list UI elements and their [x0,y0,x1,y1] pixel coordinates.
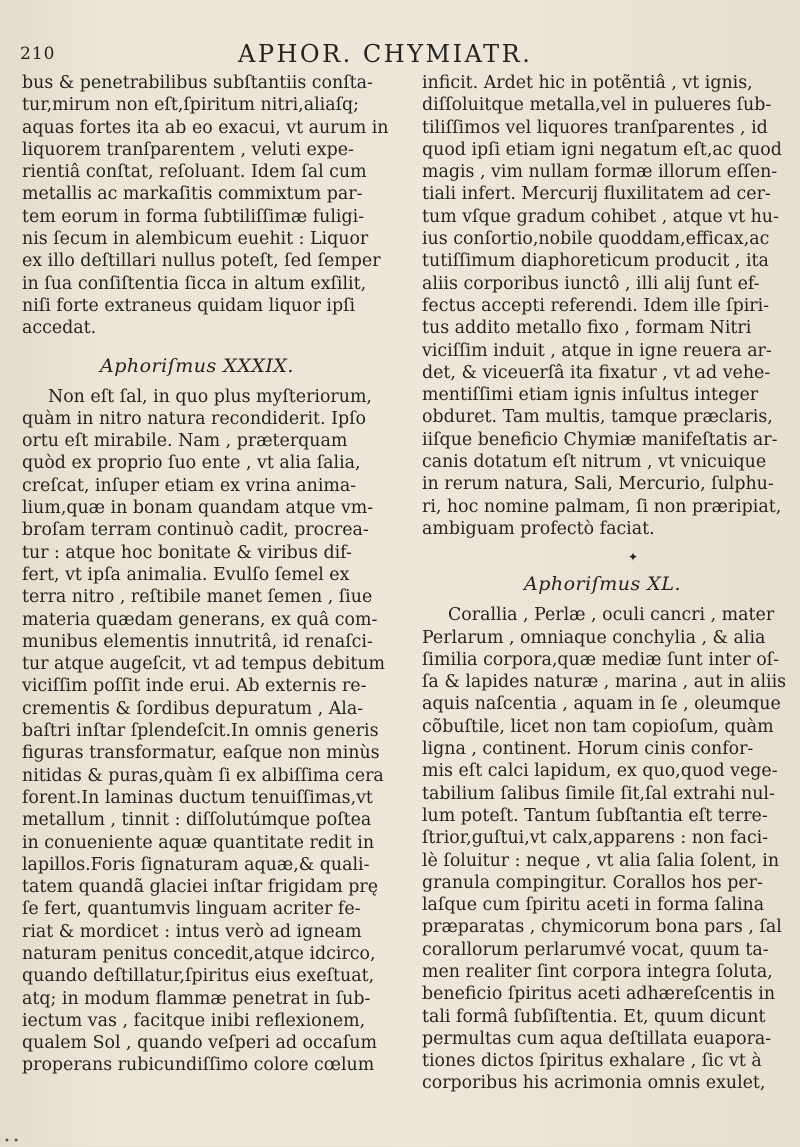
text-line: tabilium ſalibus ſimile ſit,ſal extrahi nul- [422,783,775,804]
text-line: Corallia , Perlæ , oculi cancri , mater [448,605,775,626]
text-line: naturam penitus concedit,atque idcirco, [22,943,376,964]
text-line: permultas cum aqua deſtillata euapora- [422,1028,772,1049]
text-line: crementis & ſordibus depuratum , Ala- [22,698,364,719]
text-line: tiliſſimos vel liquores tranſparentes , id [422,117,768,138]
text-line: iiſque beneficio Chymiæ manifeſtatis ar- [422,429,778,450]
text-line: in rerum natura, Sali, Mercurio, ſulphu- [422,474,774,495]
text-line: tem eorum in forma ſubtiliſſimæ fuligi- [22,206,365,227]
page-header [20,40,788,74]
text-line: iectum vas , facitque inibi reflexionem, [22,1010,366,1031]
page-number: 210 [20,44,56,64]
text-line: granula compingitur. Corallos hos per- [422,872,763,893]
text-line: ius conſortio,nobile quoddam,efficax,ac [422,229,770,250]
footer-marks: • • [4,1136,19,1147]
text-line: præparatas , chymicorum bona pars , ſal [422,917,782,938]
text-line: nitidas & puras,quàm ſi ex albiſſima cera [22,765,384,786]
text-line: metallis ac markaſitis commixtum par- [22,184,363,205]
aphorism-heading: Aphoriſmus XXXIX. [100,354,294,377]
text-line: lum poteſt. Tantum ſubſtantia eſt terre- [422,805,768,826]
text-line: tum vſque gradum cohibet , atque vt hu- [422,206,779,227]
text-line: in ſua conſiſtentia ſicca in altum exſilit, [22,273,367,294]
text-line: tiali infert. Mercurij fluxilitatem ad cer- [422,184,771,205]
text-line: creſcat, inſuper etiam ex vrina anima- [22,475,357,496]
text-line: magis , vim nullam formæ illorum eſſen- [422,162,778,183]
text-line: laſque cum ſpiritu aceti in forma ſalina [422,895,765,916]
text-line: aliis corporibus iunctô , illi alij ſunt ef- [422,273,760,294]
text-line: viciſſim poſſit inde erui. Ab externis re- [22,676,367,697]
left-column [22,72,414,1077]
text-line: det, & viceuerſâ ita fixatur , vt ad vehe- [422,362,771,383]
text-line: tur atque augeſcit, vt ad tempus debitum [22,654,386,675]
text-line: obduret. Tam multis, tamque præclaris, [422,407,773,428]
text-line: qualem Sol , quando veſperi ad occaſum [22,1033,377,1054]
text-line: ſtrior,guſtui,vt calx,apparens : non faci- [422,828,769,849]
text-line: quando deſtillatur,ſpiritus eius exeſtuat, [22,966,375,987]
text-line: ſa & lapides naturæ , marina , aut in aliis [422,672,787,693]
text-line: tiones dictos ſpiritus exhalare , ſic vt à [422,1051,762,1072]
right-column [422,72,788,1095]
text-line: ex illo deſtillari nullus poteſt, ſed ſemper [22,251,381,272]
text-line: broſam terram continuò cadit, procrea- [22,520,369,541]
text-line: mis eſt calci lapidum, ex quo,quod vege- [422,761,778,782]
text-line: tus addito metallo fixo , formam Nitri [422,318,752,339]
text-line: fert, vt ipſa animalia. Evulſo ſemel ex [22,564,350,585]
text-line: ri, hoc nomine palmam, ſi non præripiat, [422,496,782,517]
text-line: Non eſt ſal, in quo plus myſteriorum, [48,386,372,407]
text-line: forent.In laminas ductum tenuiſſimas,vt [22,787,373,808]
text-line: aquis naſcentia , aquam in ſe , oleumque [422,694,781,715]
text-line: rientiâ conſtat, reſoluant. Idem ſal cum [22,162,367,183]
text-line: properans rubicundiſſimo colore cœlum [22,1055,375,1076]
text-line: quòd ex proprio ſuo ente , vt alia ſalia, [22,453,361,474]
text-line: metallum , tinnit : diſſolutúmque poſtea [22,810,372,831]
text-line: materia quædam generans, ex quâ com- [22,609,378,630]
ornament-icon: ✦ [628,550,639,565]
text-line: in conueniente aquæ quantitate redit in [22,832,375,853]
text-line: mentiſſimi etiam ignis inſultus integer [422,385,759,406]
text-line: niſi forte extraneus quidam liquor ipſi [22,295,356,316]
text-line: accedat. [22,318,97,339]
text-line: tutiſſimum diaphoreticum producit , ita [422,251,769,272]
text-line: cõbuſtile, licet non tam copioſum, quàm [422,716,774,737]
text-line: ligna , continent. Horum cinis confor- [422,739,754,760]
aphorism-heading: Aphoriſmus XL. [524,573,681,596]
text-line: lium,quæ in bonam quandam atque vm- [22,498,374,519]
text-line: ſe fert, quantumvis linguam acriter fe- [22,899,361,920]
text-line: riat & mordicet : intus verò ad igneam [22,921,362,942]
text-line: liquorem tranſparentem , veluti expe- [22,139,354,160]
text-line: lapillos.Foris ſignaturam aquæ,& quali- [22,854,370,875]
text-line: lè ſoluitur : neque , vt alia ſalia ſolent, in [422,850,780,871]
text-line: tatem quandã glaciei inſtar frigidam prę [22,877,378,898]
text-line: ortu eſt mirabile. Nam , præterquam [22,431,348,452]
text-line: bus & penetrabilibus subſtantiis conſta- [22,73,373,93]
text-line: quàm in nitro natura recondiderit. Ipſo [22,408,367,429]
text-line: baſtri inſtar ſplendeſcit.In omnis generis [22,721,379,742]
text-line: nis ſecum in alembicum euehit : Liquor [22,229,369,250]
text-line: corporibus his acrimonia omnis exulet, [422,1073,766,1094]
spacer [422,540,788,550]
text-line: canis dotatum eſt nitrum , vt vnicuique [422,452,767,473]
text-line: tali formâ ſubſiſtentia. Et, quum dicunt [422,1006,766,1027]
text-line: aquas fortes ita ab eo exacui, vt aurum in [22,117,389,138]
text-line: quod ipſi etiam igni negatum eſt,ac quod [422,139,782,160]
running-title: APHOR. CHYMIATR. [238,40,533,68]
text-line: tur : atque hoc bonitate & viribus dif- [22,542,352,563]
text-line: terra nitro , reſtibile manet ſemen , ſiue [22,587,373,608]
text-line: beneficio ſpiritus aceti adhæreſcentis in [422,984,776,1005]
text-line: munibus elementis innutritâ, id renaſci- [22,631,373,652]
text-line: inficit. Ardet hic in potẽntiâ , vt ignis, [422,73,753,93]
text-line: diſſoluitque metalla,vel in pulueres ſub- [422,95,772,116]
text-line: men realiter ſint corpora integra ſoluta, [422,961,773,982]
text-line: viciſſim induit , atque in igne reuera ar- [422,340,772,361]
text-line: tur,mirum non eſt,ſpiritum nitri,aliaſq; [22,95,360,116]
text-line: ambiguam profectò faciat. [422,518,655,539]
text-line: corallorum perlarumvé vocat, quum ta- [422,939,769,960]
text-line: atq; in modum flammæ penetrat in ſub- [22,988,371,1009]
text-line: ſimilia corpora,quæ mediæ ſunt inter oſ- [422,649,779,670]
text-line: fectus accepti referendi. Idem ille ſpiri- [422,295,770,316]
text-line: Perlarum , omniaque conchylia , & alia [422,627,766,648]
text-line: figuras transformatur, eaſque non minùs [22,743,380,764]
